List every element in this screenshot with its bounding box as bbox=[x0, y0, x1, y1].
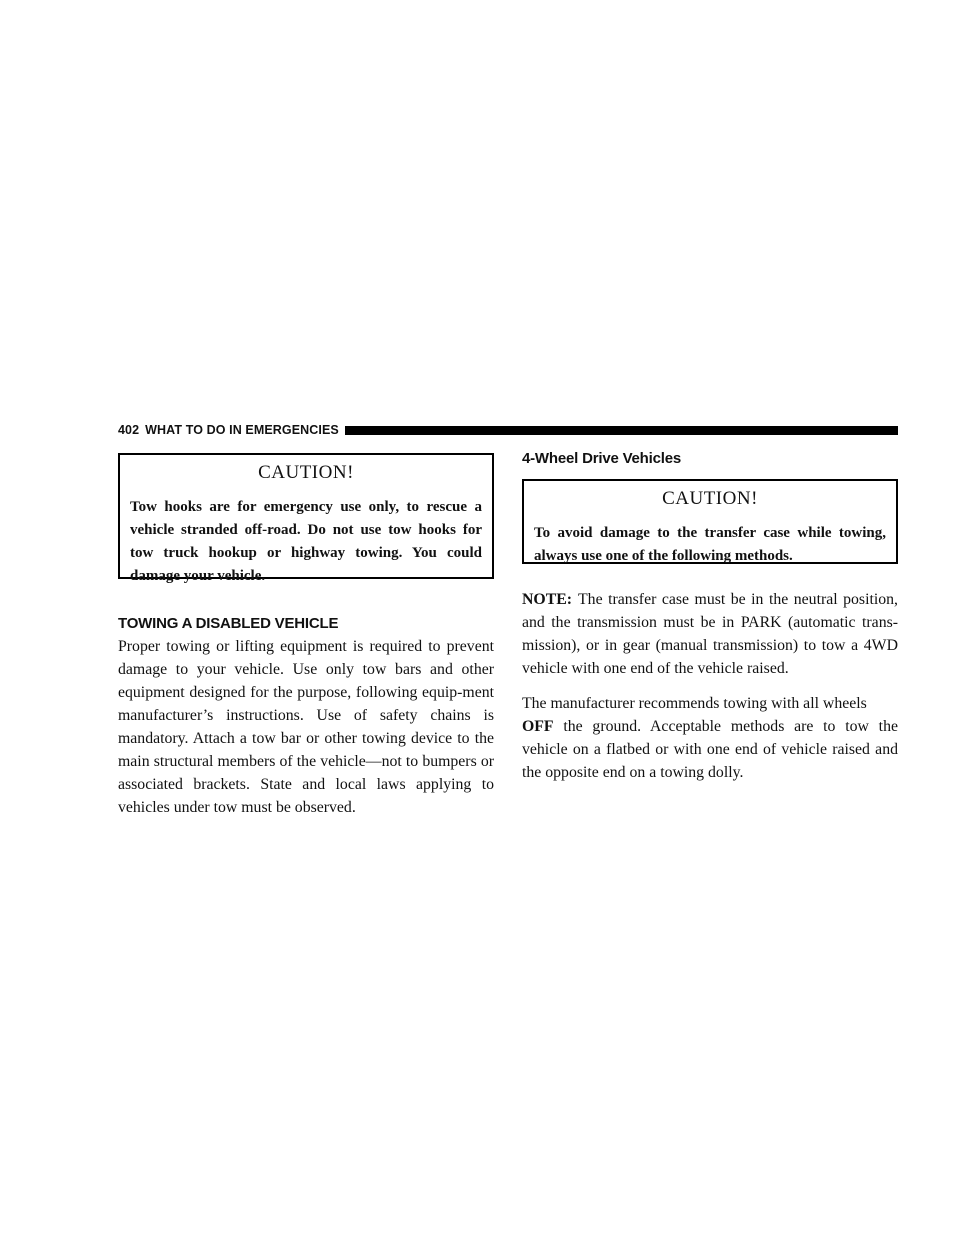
caution-title: CAUTION! bbox=[662, 488, 758, 509]
caution-text: To avoid damage to the transfer case while towing, always use one of the following methods. bbox=[534, 525, 886, 564]
right-column bbox=[522, 450, 898, 784]
header-rule bbox=[345, 426, 898, 435]
page-number: 402 bbox=[118, 423, 140, 437]
left-column bbox=[118, 453, 494, 819]
section-title: WHAT TO DO IN EMERGENCIES bbox=[145, 423, 339, 437]
towing-heading: TOWING A DISABLED VEHICLE bbox=[118, 615, 339, 632]
four-wheel-drive-heading: 4-Wheel Drive Vehicles bbox=[522, 450, 682, 467]
recommendation-text-before: The manufacturer recommends towing with all wheels bbox=[522, 695, 867, 712]
note-paragraph bbox=[522, 588, 898, 680]
caution-box-tow-hooks bbox=[118, 453, 494, 584]
recommendation-bold-word: OFF bbox=[522, 718, 554, 735]
note-label: NOTE: bbox=[522, 591, 573, 608]
caution-title: CAUTION! bbox=[258, 462, 354, 483]
recommendation-text-after: the ground. Acceptable methods are to tow the vehicle on a flatbed or with one end of vehicle raised and the opposite end on a towing dolly. bbox=[522, 718, 898, 781]
caution-box-transfer-case bbox=[522, 479, 898, 564]
page-header bbox=[118, 421, 898, 439]
recommendation-paragraph bbox=[522, 692, 898, 784]
note-text: The transfer case must be in the neutral position, and the transmission must be in PARK (automatic trans-mission), or in gear (manual transmission) to tow a 4WD vehicle with one end of the vehicle raised. bbox=[522, 591, 898, 677]
caution-text: Tow hooks are for emergency use only, to rescue a vehicle stranded off-road. Do not use tow hooks for tow truck hookup or highway towing. You could damage your vehicle. bbox=[130, 499, 482, 584]
towing-paragraph: Proper towing or lifting equipment is required to prevent damage to your vehicle. Use only tow bars and other equipment designed for the purpose, following equip-ment manufacturer’s instructions. Use of safety chains is mandatory. Attach a tow bar or other towing device to the main structural members of the vehicle—not to bumpers or associated brackets. State and local laws applying to vehicles under tow must be observed. bbox=[118, 638, 494, 816]
